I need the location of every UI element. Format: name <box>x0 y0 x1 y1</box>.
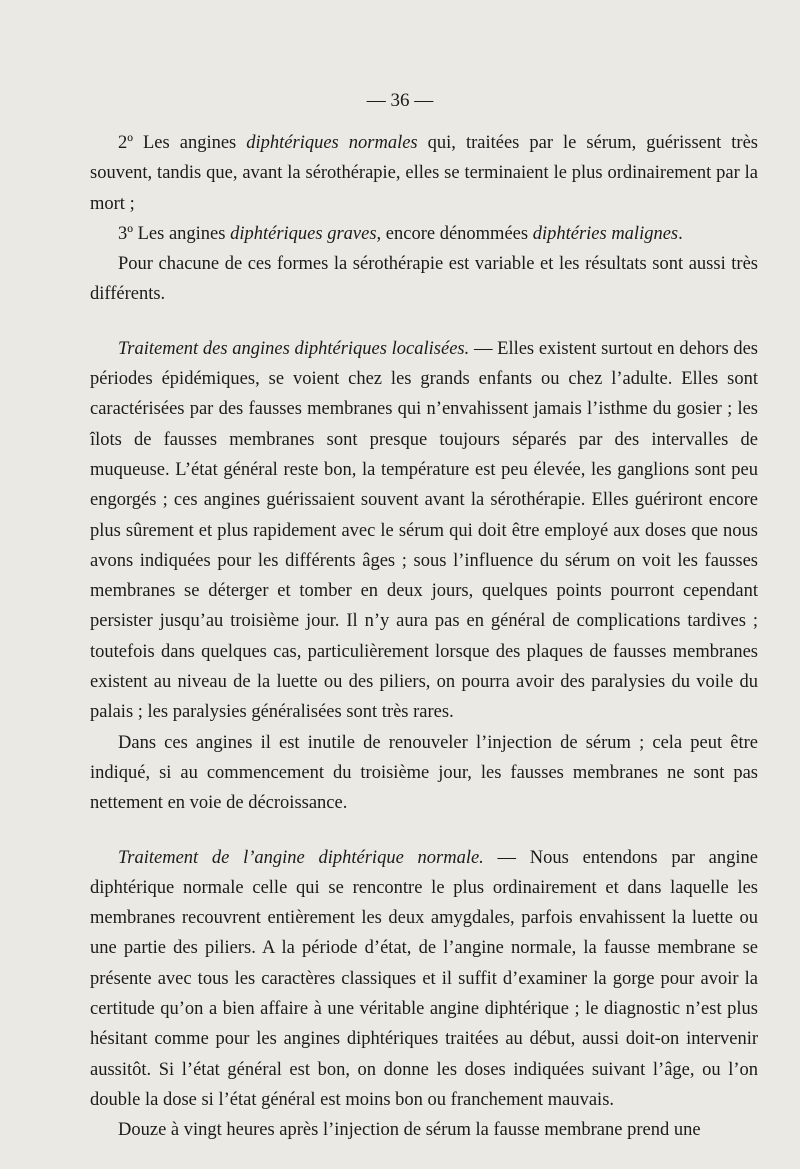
p2-emphasis-2: diphtéries malignes <box>532 223 679 244</box>
paragraph-reinjection: Dans ces angines il est inutile de renouveler l’injection de sérum ; cela peut être indiqué, si au commencement du troisième jour, les fausses membranes ne sont pas nettement en voie de décroissance. <box>90 732 758 814</box>
paragraph-after-injection: Douze à vingt heures après l’injection de sérum la fausse membrane prend une <box>118 1120 701 1141</box>
p2-lead: 3º Les angines <box>118 223 231 244</box>
paragraph-normal-angines <box>90 128 758 219</box>
p6-body: — Nous entendons par angine diphtérique normale celle qui se rencontre le plus ordinairement et dans laquelle les membranes recouvrent entièrement les deux amygdales, parfois envahissent la luette ou une partie des piliers. A la période d’état, de l’angine normale, la fausse membrane se présente avec tous les caractères classiques et il suffit d’examiner la gorge pour avoir la certitude qu’on a bien affaire à une véritable angine diphtérique ; le diagnostic n’est plus hésitant comme pour les angines diphtériques traitées au début, aussi doit-on intervenir aussitôt. Si l’état général est bon, on donne les doses indiquées suivant l’âge, ou l’on double la dose si l’état général est moins bon ou franchement mauvais. <box>90 847 758 1110</box>
paragraph-localized-treatment <box>90 334 758 728</box>
paragraph-grave-angines <box>90 219 758 249</box>
p2-emphasis-1: diphtériques graves <box>230 223 377 244</box>
p1-lead: 2º Les angines <box>118 133 247 153</box>
p1-rest: qui, traitées par le sérum, guérissent très souvent, tandis que, avant la sérothérapie, elles se terminaient le plus ordinairement par la mort ; <box>90 133 758 214</box>
p4-body: — Elles existent surtout en dehors des périodes épidémiques, se voient chez les grands enfants ou chez l’adulte. Elles sont caractérisées par des fausses membranes qui n’envahissent jamais l’isthme du gosier ; les îlots de fausses membranes sont presque toujours séparés par des intervalles de muqueuse. L’état général reste bon, la température est peu élevée, les ganglions sont peu engorgés ; ces angines guérissaient souvent avant la sérothérapie. Elles guériront encore plus sûrement et plus rapidement avec le sérum qui doit être employé aux doses que nous avons indiquées pour les différents âges ; sous l’influence du sérum on voit les fausses membranes se déterger et tomber en deux jours, quelques points pourront cependant persister jusqu’au troisième jour. Il n’y aura pas en général de complications tardives ; toutefois dans quelques cas, particulièrement lorsque des plaques de fausses membranes existent au niveau de la luette ou des piliers, on pourra avoir des paralysies du voile du palais ; les paralysies généralisées sont très rares. <box>90 338 758 723</box>
p2-end: . <box>678 223 683 244</box>
section-heading-normal: Traitement de l’angine diphtérique normale. <box>118 847 484 868</box>
p2-mid: , encore dénommées <box>376 223 533 244</box>
body-text <box>90 128 758 1146</box>
p1-emphasis: diphtériques normales <box>246 133 418 153</box>
paragraph-normal-treatment <box>90 843 758 1116</box>
paragraph-forms: Pour chacune de ces formes la sérothérapie est variable et les résultats sont aussi très différents. <box>90 254 758 305</box>
section-heading-localized: Traitement des angines diphtériques localisées. <box>118 338 470 359</box>
page-number: — 36 — <box>366 90 434 111</box>
